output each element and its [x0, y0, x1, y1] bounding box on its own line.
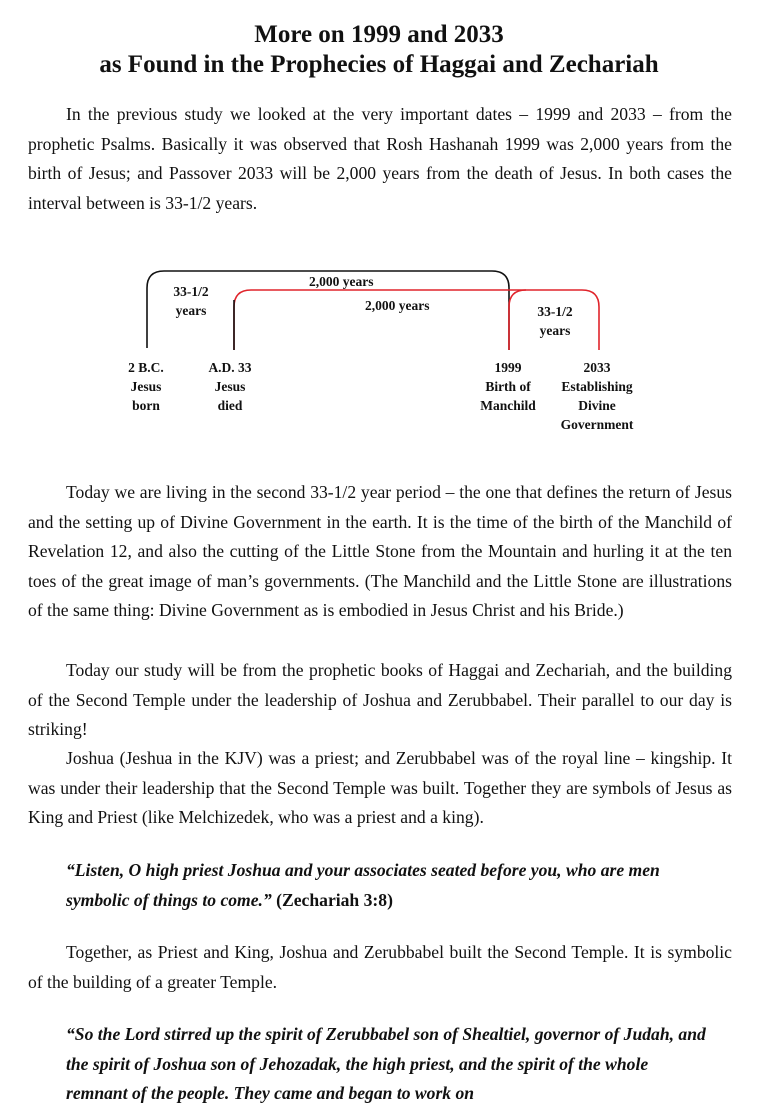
quote-haggai-text: “So the Lord stirred up the spirit of Zerubbabel son of Shealtiel, governor of Judah, and the spirit of Joshua son of Jehozadak, the high priest, and the spirit of the whole remnant of the people. They came and began to work on	[66, 1024, 706, 1103]
paragraph-2: Today we are living in the second 33-1/2 year period – the one that defines the return of Jesus and the setting up of Divine Government in the earth. It is the time of the birth of the Manchild of Revelation 12, and also the cutting of the Little Stone from the Mountain and hurling it at the ten toes of the great image of man’s governments. (The Manchild and the Little Stone are illustrations of the same thing: Divine Government as is embodied in Jesus Christ and his Bride.)	[28, 482, 732, 620]
interval-left-line-1: 33-1/2	[173, 284, 209, 299]
point-ad33	[190, 358, 270, 415]
point-1999-line-2: Birth of	[485, 379, 531, 394]
page-title	[0, 20, 758, 80]
paragraph-3: Today our study will be from the prophetic books of Haggai and Zechariah, and the building of the Second Temple under the leadership of Joshua and Zerubbabel. Their parallel to our day is striking!	[28, 660, 732, 739]
point-2033-line-3: Divine	[578, 398, 616, 413]
quote-zechariah-ref: (Zechariah 3:8)	[271, 889, 393, 910]
point-2bc-line-1: 2 B.C.	[128, 360, 164, 375]
point-2bc	[106, 358, 186, 415]
intro-paragraph: In the previous study we looked at the very important dates – 1999 and 2033 – from the prophetic Psalms. Basically it was observed that Rosh Hashanah 1999 was 2,000 years from the birth of Jesus; and Passover 2033 will be 2,000 years from the death of Jesus. In both cases the interval between is 33-1/2 years.	[28, 104, 732, 213]
span-label-red: 2,000 years	[365, 298, 430, 313]
paragraph-5: Together, as Priest and King, Joshua and Zerubbabel built the Second Temple. It is symbolic of the building of a greater Temple.	[28, 942, 732, 992]
point-ad33-line-2: Jesus	[214, 379, 246, 394]
point-2033	[548, 358, 646, 434]
point-1999	[466, 358, 550, 415]
point-2033-line-4: Government	[560, 417, 634, 432]
point-1999-line-1: 1999	[494, 360, 522, 375]
span-label-top: 2,000 years	[309, 274, 374, 289]
point-ad33-line-1: A.D. 33	[208, 360, 252, 375]
point-ad33-line-3: died	[217, 398, 243, 413]
point-1999-line-3: Manchild	[480, 398, 536, 413]
title-line-2: as Found in the Prophecies of Haggai and Zechariah	[99, 51, 659, 78]
point-2033-line-2: Establishing	[561, 379, 633, 394]
quote-zechariah	[66, 856, 706, 915]
interval-right-line-2: years	[539, 323, 571, 338]
paragraph-4: Joshua (Jeshua in the KJV) was a priest; and Zerubbabel was of the royal line – kingship. It was under their leadership that the Second Temple was built. Together they are symbols of Jesus as King and Priest (like Melchizedek, who was a priest and a king).	[28, 748, 732, 827]
quote-zechariah-text: “Listen, O high priest Joshua and your associates seated before you, who are men symbolic of things to come.”	[66, 860, 660, 910]
point-2bc-line-3: born	[132, 398, 160, 413]
interval-right-line-1: 33-1/2	[537, 304, 573, 319]
interval-left-label	[160, 282, 222, 320]
interval-left-line-2: years	[175, 303, 207, 318]
title-line-1: More on 1999 and 2033	[254, 21, 504, 48]
point-2033-line-1: 2033	[583, 360, 611, 375]
interval-right-label	[524, 302, 586, 340]
point-2bc-line-2: Jesus	[130, 379, 162, 394]
quote-haggai	[66, 1020, 706, 1109]
